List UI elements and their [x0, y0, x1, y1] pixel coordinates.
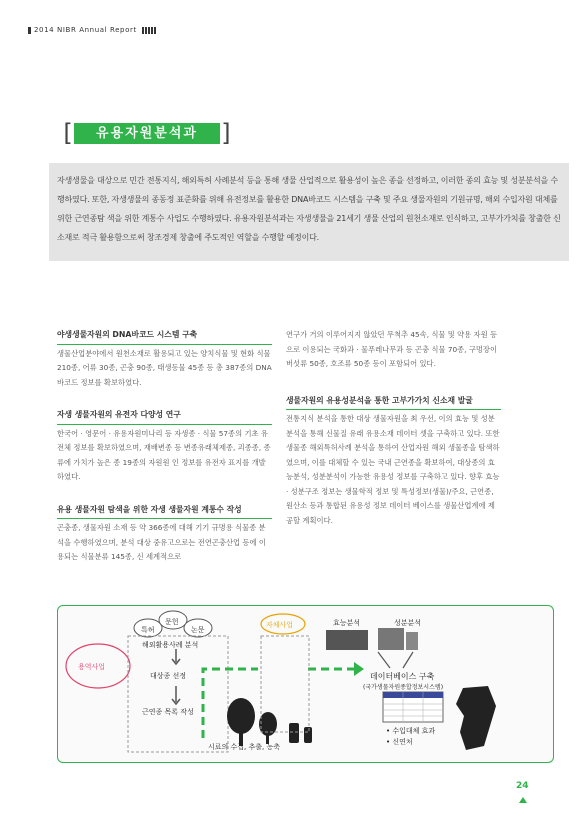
patent-label: 특허: [141, 626, 155, 634]
page-triangle-icon: [519, 797, 527, 803]
step-target-selection: 대상종 선정: [150, 672, 187, 680]
left-dashed-box: [128, 636, 228, 752]
left-heading-2: 자생 생물자원의 유전자 다양성 연구: [57, 408, 272, 425]
report-header: [28, 26, 156, 34]
bottle-shape: [289, 723, 299, 743]
database-subtitle: (국가생물자원종합정보시스템): [363, 684, 444, 691]
left-heading-1: 야생생물자원의 DNA바코드 시스템 구축: [57, 328, 272, 345]
header-bars-icon: [142, 27, 156, 34]
left-text-2: 한국어 · 영문어 · 유용자원미나리 등 자생종 · 식물 57종의 기초 유전체 정보를 확보하였으며, 재배변종 등 변종유래체제종, 괴종종, 종류에 가치가 높은 종 19종의 자원원 인 정보를 유전자 표지를 개발하였다.: [57, 428, 271, 481]
efficacy-image: [326, 630, 368, 650]
process-diagram: [57, 605, 554, 763]
tree-shape: [227, 698, 255, 734]
bullet-new-industry: • 신연처: [386, 738, 413, 746]
sample-collection-label: 시료의 수집, 추출, 농축: [208, 743, 280, 751]
literature-label: 문헌: [165, 618, 179, 626]
step-related-species-list: 근연종 목록 작성: [142, 708, 194, 716]
right-column: [286, 328, 501, 546]
page-number: 24: [516, 781, 529, 791]
component-label: 성분분석: [394, 619, 422, 627]
left-text-3: 곤충종, 생물자원 소재 등 약 366종에 대해 기기 규명용 식물종 분석을 수행하였으며, 분석 대상 중유고으로는 전연곤충산업 등에 이용되는 식물분류 145종, 신 세계적으로: [57, 523, 266, 561]
left-heading-3: 유용 생물자원 탐색을 위한 자생 생물자원 계통수 작성: [57, 503, 272, 520]
diagram-graphics: [58, 606, 553, 762]
section-title-box: [60, 119, 234, 148]
bullet-import-substitution: • 수입대체 효과: [386, 727, 436, 735]
paper-label: 논문: [191, 626, 205, 634]
intro-box: [49, 163, 569, 261]
self-project-label: 자체사업: [266, 621, 294, 629]
intro-text: 자생생물을 대상으로 민간 전통지식, 해외특허 사례분석 등을 통해 생물 산업적으로 활용성이 높은 종을 선정하고, 이러한 종의 효능 및 성분분석을 수행하였다. 또한, 자생생물의 종동정 표준화를 위해 유전정보를 활용한 DNA바코드 시스템을 구축 및 주요 생물자원의 기원규명, 해외 수입자원 대체를 위한 근연종탐 색을 위한 계통수 사업도 수행하였다. 유용자원분석과는 자생생물을 21세기 생물 산업의 원천소재로 인식하고, 고부가가치를 창출한 신소재로 적극 활용함으로써 창조경제 창출에 주도적인 역할을 수행할 예정이다.: [57, 176, 561, 242]
efficacy-label: 효능분석: [333, 619, 361, 627]
service-label: 용역사업: [78, 663, 106, 671]
korea-map-icon: [456, 686, 496, 750]
report-title: 2014 NIBR Annual Report: [34, 26, 137, 34]
left-text-1: 생물산업분야에서 원천소재로 활용되고 있는 양치식물 및 현화 식물 210종, 어류 30종, 곤충 90종, 태생동물 45종 등 총 387종의 DNA 바코드 정보를 확보하였다.: [57, 348, 272, 387]
left-bracket: [: [60, 119, 75, 147]
component-image: [378, 628, 404, 650]
section-title: 유용자원분석과: [74, 123, 220, 144]
header-block-icon: [28, 27, 31, 34]
left-column: [57, 328, 272, 583]
right-text-1: 연구가 거의 이루어지지 않았던 무척추 45속, 식물 및 약용 자원 등으로 이용되는 국화과 · 물푸레나무과 등 곤충 식물 70종, 구멍장이버섯류 50종, 호조류 50종 등이 포함되어 있다.: [286, 330, 498, 368]
database-title: 데이터베이스 구축: [370, 672, 435, 681]
right-heading-2: 생물자원의 유용성분석을 통한 고부가가치 신소재 발굴: [286, 394, 501, 411]
right-bracket: ]: [219, 119, 234, 147]
right-text-2: 전통지식 분석을 통한 대상 생물자원을 최 우선, 이의 효능 및 성분분석을 통해 신물질 유래 유용소재 데이터 셋을 구축하고 있다. 또한 생물종 해외특허사례 분석을 통하여 산업자원 해외 생물종을 탐색하였으며, 이를 대체할 수 있는 국내 근연종을 확보하여, 대상종의 효능분석, 성분분석이 가능한 유용성 정보를 구축하고 있다. 향후 효능 · 성분구조 정보는 생물학적 정보 및 특성정보(생물)/주요, 근연종, 원산소 등과 통합된 유용성 정보 데이터 베이스를 생물산업계에 제공할 계획이다.: [286, 414, 500, 525]
step-overseas-analysis: 해외활용사례 분석: [142, 641, 199, 649]
